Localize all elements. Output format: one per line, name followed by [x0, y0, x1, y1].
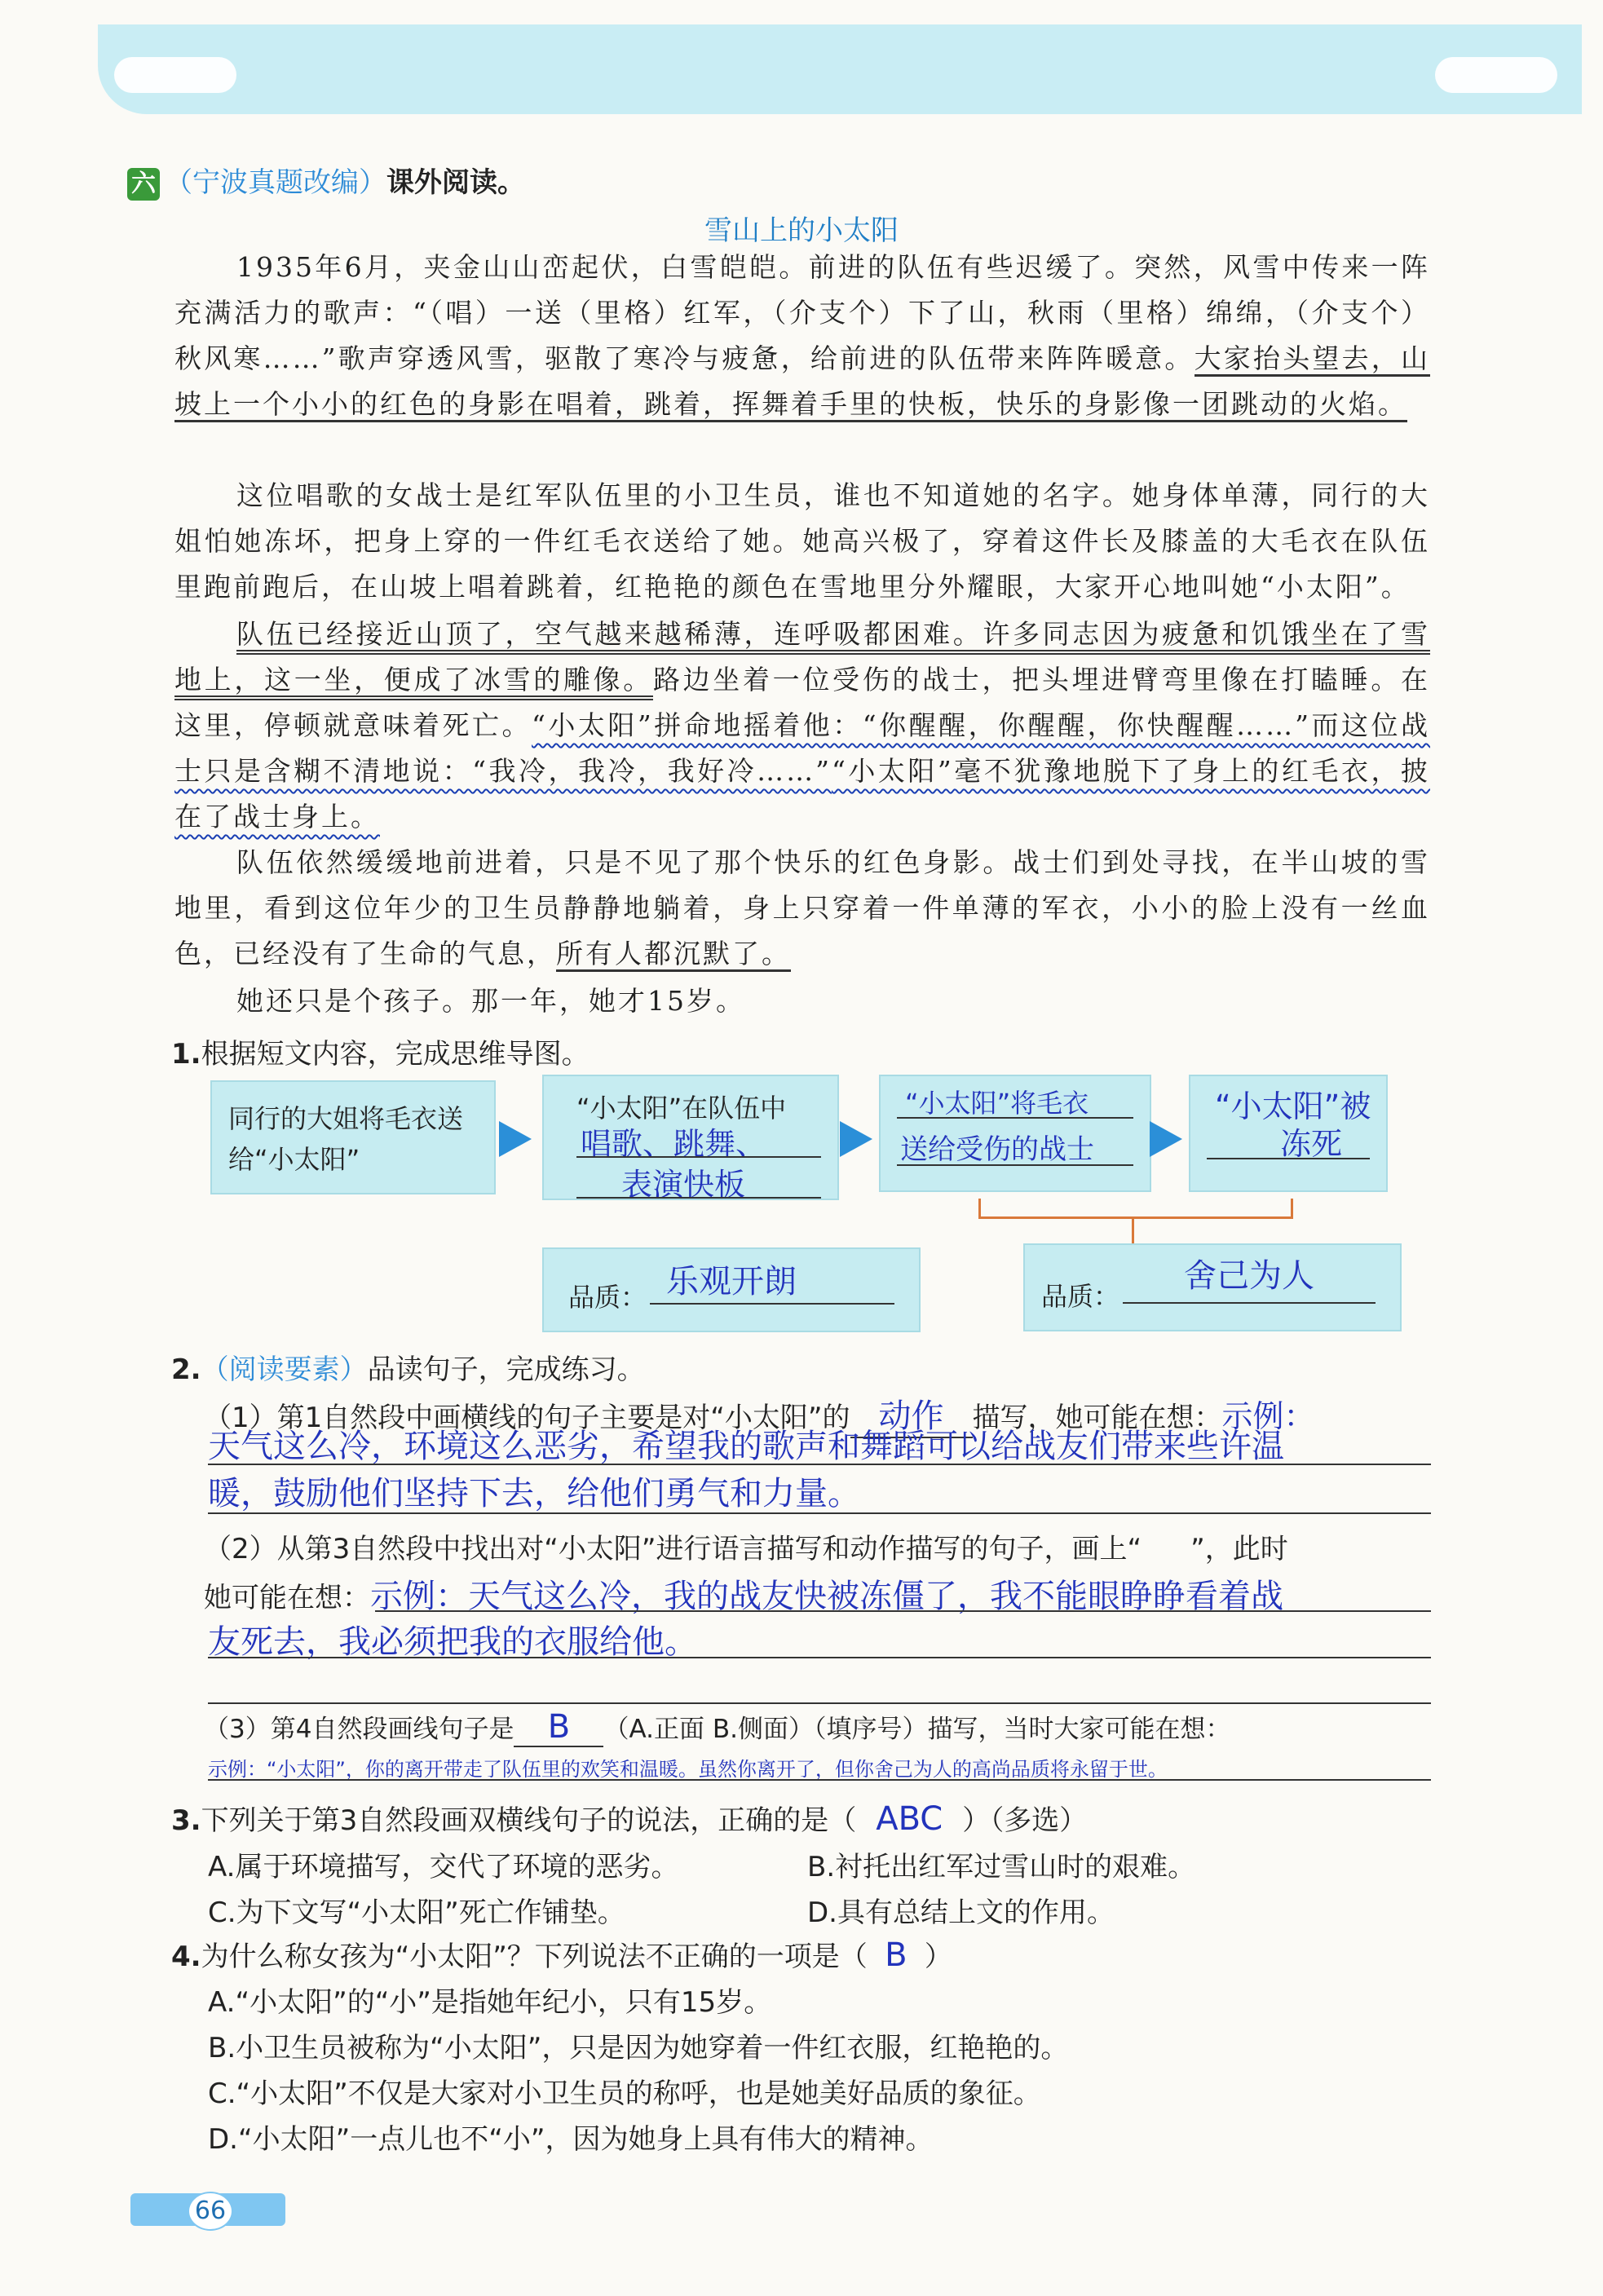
q2-s3-think: 示例：“小太阳”，你的离开带走了队伍里的欢笑和温暖。虽然你离开了，但你舍己为人的高尚品质将永留于世。	[208, 1758, 1168, 1781]
answer-line	[208, 1464, 1431, 1465]
p5-text: 她还只是个孩子。那一年，她才15岁。	[236, 985, 745, 1017]
q3-text-a: 下列关于第3自然段画双横线句子的说法，正确的是（	[201, 1804, 857, 1837]
q2-s2-c: 她可能在想：	[204, 1582, 370, 1614]
p3-wavy-2: “小太阳”毫不犹豫地脱下了身上的红毛衣，披在了战士身上。	[174, 755, 1430, 832]
quality-label-1: 品质：	[568, 1282, 647, 1313]
q2-s1-think-1: 示例：	[1221, 1398, 1315, 1434]
box2-answer-1: 唱歌、跳舞、	[581, 1126, 767, 1162]
q3-option-b: B.衬托出红军过雪山时的艰难。	[807, 1851, 1196, 1883]
story-paragraph-5	[174, 978, 1430, 1024]
q3-number: 3.	[171, 1804, 201, 1837]
q4-option-a: A.“小太阳”的“小”是指她年纪小，只有15岁。	[208, 1986, 772, 2019]
arrow-right-icon	[840, 1121, 872, 1157]
answer-line	[897, 1117, 1133, 1119]
answer-line	[897, 1164, 1133, 1166]
section-tag: （宁波真题改编）	[165, 166, 386, 199]
quality-box-1	[542, 1247, 921, 1332]
q2-sub2	[204, 1526, 1288, 1566]
question-3	[171, 1798, 1087, 1838]
q4-option-b: B.小卫生员被称为“小太阳”，只是因为她穿着一件红衣服，红艳艳的。	[208, 2032, 1069, 2064]
answer-line	[576, 1197, 821, 1199]
q2-tag: （阅读要素）	[201, 1353, 368, 1386]
q2-text: 品读句子，完成练习。	[367, 1353, 645, 1386]
p4-text: 队伍依然缓缓地前进着，只是不见了那个快乐的红色身影。战士们到处寻找，在半山坡的雪地里，看到这位年少的卫生员静静地躺着，身上只穿着一件单薄的军衣，小小的脸上没有一丝血色，已经没有了生命的气息，	[174, 846, 1430, 969]
q3-answer: ABC	[876, 1800, 943, 1838]
mindmap-box-3	[879, 1075, 1151, 1192]
q2-s1-a: （1）第1自然段中画横线的句子主要是对“小太阳”的	[204, 1402, 850, 1434]
page-number: 66	[188, 2192, 233, 2231]
q2-s1-answer: 动作	[850, 1390, 973, 1438]
p3-wavy-1: “小太阳”拼命地摇着他：“你醒醒，你醒醒，你快醒醒……”而这位战士只是含糊不清地说：“我冷，我冷，我好冷……”	[174, 709, 1431, 787]
wavy-mark	[1142, 1533, 1190, 1565]
box2-answer-2: 表演快板	[621, 1167, 746, 1203]
arrow-right-icon	[499, 1121, 532, 1157]
box3-label: “小太阳”将毛衣	[905, 1088, 1089, 1119]
section-label: 课外阅读。	[386, 166, 525, 199]
q1-number: 1.	[171, 1038, 201, 1071]
story-paragraph-4	[174, 840, 1430, 977]
q4-option-c: C.“小太阳”不仅是大家对小卫生员的称呼，也是她美好品质的象征。	[208, 2077, 1041, 2110]
q3-text-b: ）（多选）	[962, 1804, 1088, 1837]
quality-label-2: 品质：	[1041, 1281, 1120, 1312]
cloud-icon	[114, 57, 236, 93]
answer-line	[208, 1657, 1431, 1658]
arrow-right-icon	[1150, 1121, 1182, 1157]
q2-number: 2.	[171, 1353, 201, 1386]
p1-underlined: 大家抬头望去，山坡上一个小小的红色的身影在唱着，跳着，挥舞着手里的快板，快乐的身影像一团跳动的火焰。	[174, 342, 1430, 422]
q4-text-b: ）	[924, 1941, 952, 1973]
quality-answer-2: 舍己为人	[1184, 1257, 1314, 1295]
q2-s2-b: ”，此时	[1190, 1533, 1288, 1565]
bracket-connector	[978, 1199, 1293, 1219]
story-paragraph-2	[174, 473, 1430, 610]
q2-s2-a: （2）从第3自然段中找出对“小太阳”进行语言描写和动作描写的句子，画上“	[204, 1533, 1142, 1565]
answer-line	[208, 1702, 1431, 1704]
story-paragraph-3	[174, 612, 1430, 840]
quality-box-2	[1023, 1243, 1402, 1331]
answer-line	[576, 1156, 821, 1158]
header-banner	[98, 24, 1582, 114]
p3-double-underlined: 队伍已经接近山顶了，空气越来越稀薄，连呼吸都困难。许多同志因为疲惫和饥饿坐在了雪地上，这一坐，便成了冰雪的雕像。	[174, 618, 1430, 700]
story-title: 雪山上的小太阳	[704, 214, 899, 247]
q3-option-a: A.属于环境描写，交代了环境的恶劣。	[208, 1851, 679, 1883]
q3-option-d: D.具有总结上文的作用。	[807, 1896, 1115, 1929]
q2-sub3	[204, 1708, 1230, 1747]
cloud-icon	[1435, 57, 1557, 93]
answer-line	[208, 1779, 1431, 1781]
p2-text: 这位唱歌的女战士是红军队伍里的小卫生员，谁也不知道她的名字。她身体单薄，同行的大姐怕她冻坏，把身上穿的一件红毛衣送给了她。她高兴极了，穿着这件长及膝盖的大毛衣在队伍里跑前跑后，在山坡上唱着跳着，红艳艳的颜色在雪地里分外耀眼，大家开心地叫她“小太阳”。	[174, 479, 1430, 603]
q4-answer: B	[885, 1936, 907, 1974]
p3-text: 路边坐着一位受伤的战士，把头埋进臂弯里像在打瞌睡。在这里，停顿就意味着死亡。	[174, 664, 1431, 741]
box2-label: “小太阳”在队伍中	[576, 1093, 787, 1124]
q2-s2-think-1: 示例：天气这么冷，我的战友快被冻僵了，我不能眼睁睁看着战	[370, 1578, 1283, 1615]
q4-option-d: D.“小太阳”一点儿也不“小”，因为她身上具有伟大的精神。	[208, 2123, 934, 2156]
answer-line	[208, 1512, 1431, 1514]
answer-line	[650, 1303, 894, 1305]
mindmap-box-4	[1189, 1075, 1388, 1192]
q1-text: 根据短文内容，完成思维导图。	[201, 1038, 590, 1071]
q2-s3-answer: B	[514, 1708, 603, 1747]
q2-s1-think-3: 暖，鼓励他们坚持下去，给他们勇气和力量。	[208, 1475, 860, 1512]
q3-option-c: C.为下文写“小太阳”死亡作铺垫。	[208, 1896, 625, 1929]
mindmap-box-2	[542, 1075, 839, 1203]
q2-s3-a: （3）第4自然段画线句子是	[204, 1715, 514, 1744]
mindmap-box-1	[210, 1080, 496, 1194]
question-2	[171, 1347, 645, 1387]
q2-s1-think-2: 天气这么冷，环境这么恶劣，希望我的歌声和舞蹈可以给战友们带来些许温	[208, 1428, 1284, 1465]
p4-underlined: 所有人都沉默了。	[556, 938, 791, 972]
quality-answer-1: 乐观开朗	[666, 1263, 797, 1300]
q4-text-a: 为什么称女孩为“小太阳”？下列说法不正确的一项是（	[201, 1941, 868, 1973]
question-4	[171, 1934, 952, 1974]
answer-line	[1123, 1302, 1376, 1304]
section-heading	[127, 160, 525, 201]
box1-text: 同行的大姐将毛衣送给“小太阳”	[228, 1103, 464, 1175]
q2-s3-b: （A.正面 B.侧面）（填序号）描写，当时大家可能在想：	[603, 1715, 1231, 1744]
story-paragraph-1	[174, 245, 1430, 427]
section-number-badge: 六	[127, 168, 160, 201]
p1-text: 1935年6月，夹金山山峦起伏，白雪皑皑。前进的队伍有些迟缓了。突然，风雪中传来一阵充满活力的歌声：“（唱）一送（里格）红军，（介支个）下了山，秋雨（里格）绵绵，（介支个）秋风寒……”歌声穿透风雪，驱散了寒冷与疲惫，给前进的队伍带来阵阵暖意。	[174, 251, 1430, 374]
question-1	[171, 1031, 590, 1071]
q2-s2-think-2: 友死去，我必须把我的衣服给他。	[208, 1623, 697, 1661]
answer-line	[1207, 1158, 1370, 1159]
box3-answer: 送给受伤的战士	[900, 1133, 1094, 1166]
page-number-badge	[130, 2193, 285, 2226]
box4-answer-1: “小太阳”被	[1215, 1088, 1371, 1124]
q2-s1-b: 描写，她可能在想：	[972, 1402, 1222, 1434]
q4-number: 4.	[171, 1941, 201, 1973]
box4-answer-2: 冻死	[1280, 1126, 1343, 1162]
answer-line	[375, 1610, 1431, 1612]
